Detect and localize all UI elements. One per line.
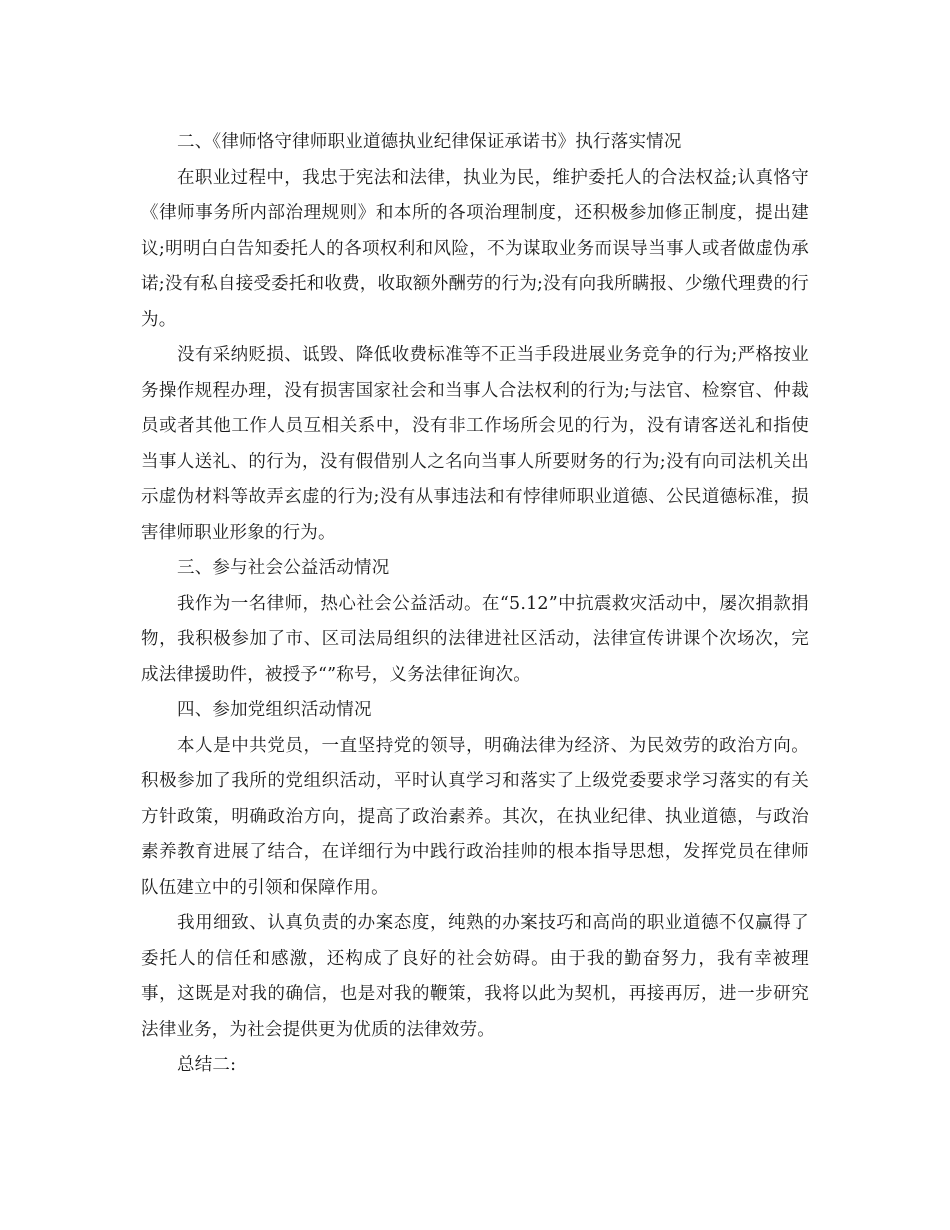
- document-page: [141, 125, 809, 1084]
- paragraph-conclusion: 我用细致、认真负责的办案态度，纯熟的办案技巧和高尚的职业道德不仅赢得了委托人的信任和感激，还构成了良好的社会妨碍。由于我的勤奋努力，我有幸被理事，这既是对我的确信，也是对我的鞭策，我将以此为契机，再接再厉，进一步研究法律业务，为社会提供更为优质的法律效劳。: [141, 913, 809, 1040]
- section-heading-4: 四、参加党组织活动情况: [177, 700, 372, 720]
- paragraph-public-welfare: 我作为一名律师，热心社会公益活动。在“5.12”中抗震救灾活动中，屡次捐款捐物，我积极参加了市、区司法局组织的法律进社区活动，法律宣传讲课个次场次，完成法律援助件，被授予“”称号，义务法律征询次。: [141, 593, 809, 685]
- paragraph-professional-conduct: 在职业过程中，我忠于宪法和法律，执业为民，维护委托人的合法权益;认真恪守《律师事务所内部治理规则》和本所的各项治理制度，还积极参加修正制度，提出建议;明明白白告知委托人的各项权利和风险，不为谋取业务而误导当事人或者做虚伪承诺;没有私自接受委托和收费，收取额外酬劳的行为;没有向我所瞒报、少缴代理费的行为。: [141, 167, 809, 330]
- section-heading-2: 二、《律师恪守律师职业道德执业纪律保证承诺书》执行落实情况: [177, 132, 682, 152]
- paragraph-no-misconduct: 没有采纳贬损、诋毁、降低收费标准等不正当手段进展业务竞争的行为;严格按业务操作规程办理，没有损害国家社会和当事人合法权利的行为;与法官、检察官、仲裁员或者其他工作人员互相关系中，没有非工作场所会见的行为，没有请客送礼和指使当事人送礼、的行为，没有假借别人之名向当事人所要财务的行为;没有向司法机关出示虚伪材料等故弄玄虚的行为;没有从事违法和有悖律师职业道德、公民道德标准，损害律师职业形象的行为。: [141, 345, 809, 543]
- paragraph-party-activities: 本人是中共党员，一直坚持党的领导，明确法律为经济、为民效劳的政治方向。积极参加了我所的党组织活动，平时认真学习和落实了上级党委要求学习落实的有关方针政策，明确政治方向，提高了政治素养。其次，在执业纪律、执业道德，与政治素养教育进展了结合，在详细行为中践行政治挂帅的根本指导思想，发挥党员在律师队伍建立中的引领和保障作用。: [141, 735, 809, 898]
- summary-two-heading: 总结二:: [177, 1055, 237, 1075]
- section-heading-3: 三、参与社会公益活动情况: [177, 558, 390, 578]
